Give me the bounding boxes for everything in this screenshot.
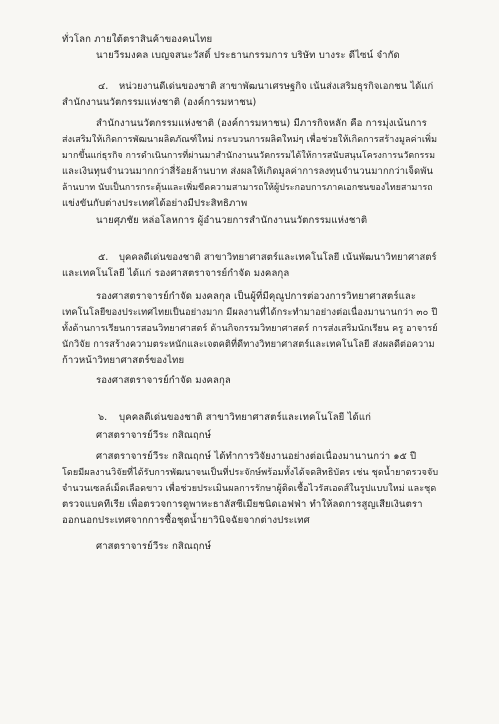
section-6-heading-cont: ศาสตราจารย์วีระ กสิณฤกษ์ [96,430,212,441]
section-4-body-line: ล้านบาท นับเป็นการกระตุ้นและเพิ่มขีดความสามารถให้ผู้ประกอบการภาคเอกชนของไทยสามารถ [62,183,433,193]
section-4-number: ๔. [98,81,109,92]
section-4-body-line: ส่งเสริมให้เกิดการพัฒนาผลิตภัณฑ์ใหม่ กระบวนการผลิตใหม่ๆ เพื่อช่วยให้เกิดการสร้างมูลค่าเพิ่ม [62,135,438,145]
intro-tail-line: ทั่วโลก ภายใต้ตราสินค้าของคนไทย [62,34,213,45]
section-5-heading: บุคคลดีเด่นของชาติ สาขาวิทยาศาสตร์และเทคโนโลยี เน้นพัฒนาวิทยาศาสตร์ [119,252,437,263]
section-4-body-line: มากขึ้นแก่ธุรกิจ การดำเนินการที่ผ่านมาสำนักงานนวัตกรรมได้ให้การสนับสนุนโครงการนวัตกรรม [62,151,436,161]
section-6-body-line: ศาสตราจารย์วีระ กสิณฤกษ์ ได้ทำการวิจัยงานอย่างต่อเนื่องมานานกว่า ๑๕ ปี [96,451,417,462]
section-6-body-line: โดยมีผลงานวิจัยที่ได้รับการพัฒนาจนเป็นที่ประจักษ์พร้อมทั้งได้จดสิทธิบัตร เช่น ชุดน้ำยาตรวจจับ [62,468,439,478]
section-5-signoff: รองศาสตราจารย์กำจัด มงคลกุล [96,375,231,386]
intro-name-line: นายวีรมงคล เบญจสนะวัสดิ์ ประธานกรรมการ บริษัท บางระ ดีไซน์ จำกัด [96,50,400,61]
section-5-heading-cont: และเทคโนโลยี ได้แก่ รองศาสตราจารย์กำจัด มงคลกุล [62,268,290,279]
section-6-heading: บุคคลดีเด่นของชาติ สาขาวิทยาศาสตร์และเทคโนโลยี ได้แก่ [119,412,372,423]
section-6-number: ๖. [98,412,108,423]
section-6-signoff: ศาสตราจารย์วีระ กสิณฤกษ์ [96,541,212,552]
section-4-body-line: สำนักงานนวัตกรรมแห่งชาติ (องค์การมหาชน) มีภารกิจหลัก คือ การมุ่งเน้นการ [96,118,427,129]
section-4-heading: หน่วยงานดีเด่นของชาติ สาขาพัฒนาเศรษฐกิจ เน้นส่งเสริมธุรกิจเอกชน ได้แก่ [119,81,434,92]
section-4-body-line: และเงินทุนจำนวนมากกว่าสี่ร้อยล้านบาท ส่งผลให้เกิดมูลค่าการลงทุนจำนวนมากกว่าเจ็ดพัน [62,166,433,177]
section-6-body-line: ตรวจแบคทีเรีย เพื่อตรวจการดูพาหะธาลัสซีเมียชนิดเอฟฟ่า ทำให้ลดการสูญเสียเงินตรา [62,499,423,510]
section-4-signoff: นายศุภชัย หล่อโลหการ ผู้อำนวยการสำนักงานนวัตกรรมแห่งชาติ [96,215,368,226]
section-4-heading-cont: สำนักงานนวัตกรรมแห่งชาติ (องค์การมหาชน) [62,97,257,108]
section-6-body-line: จำนวนเซลล์เม็ดเลือดขาว เพื่อช่วยประเมินผลการรักษาผู้ติดเชื้อไวรัสเอดส์ในรูปแบบใหม่ และชุด [62,484,437,494]
section-5-body-line: รองศาสตราจารย์กำจัด มงคลกุล เป็นผู้ที่มีคุณูปการต่อวงการวิทยาศาสตร์และ [96,291,417,302]
section-5-number: ๕. [98,252,109,263]
section-5-body-line: ก้าวหน้าวิทยาศาสตร์ของไทย [62,355,185,366]
section-4-body-line: แข่งขันกับต่างประเทศได้อย่างมีประสิทธิภาพ [62,198,248,209]
section-5-body-line: นักวิจัย การสร้างความตระหนักและเจตคติที่ดีทางวิทยาศาสตร์และเทคโนโลยี ส่งผลดีต่อความ [62,339,435,350]
section-6-body-line: ออกนอกประเทศจากการซื้อชุดน้ำยาวินิจฉัยจากต่างประเทศ [62,515,310,526]
section-5-body-line: ทั้งด้านการเรียนการสอนวิทยาศาสตร์ ด้านกิจกรรมวิทยาศาสตร์ การส่งเสริมนักเรียน ครู อาจารย์ [62,324,438,334]
section-5-body-line: เทคโนโลยีของประเทศไทยเป็นอย่างมาก มีผลงานที่ได้กระทำมาอย่างต่อเนื่องมานานกว่า ๓๐ ปี [62,307,438,318]
